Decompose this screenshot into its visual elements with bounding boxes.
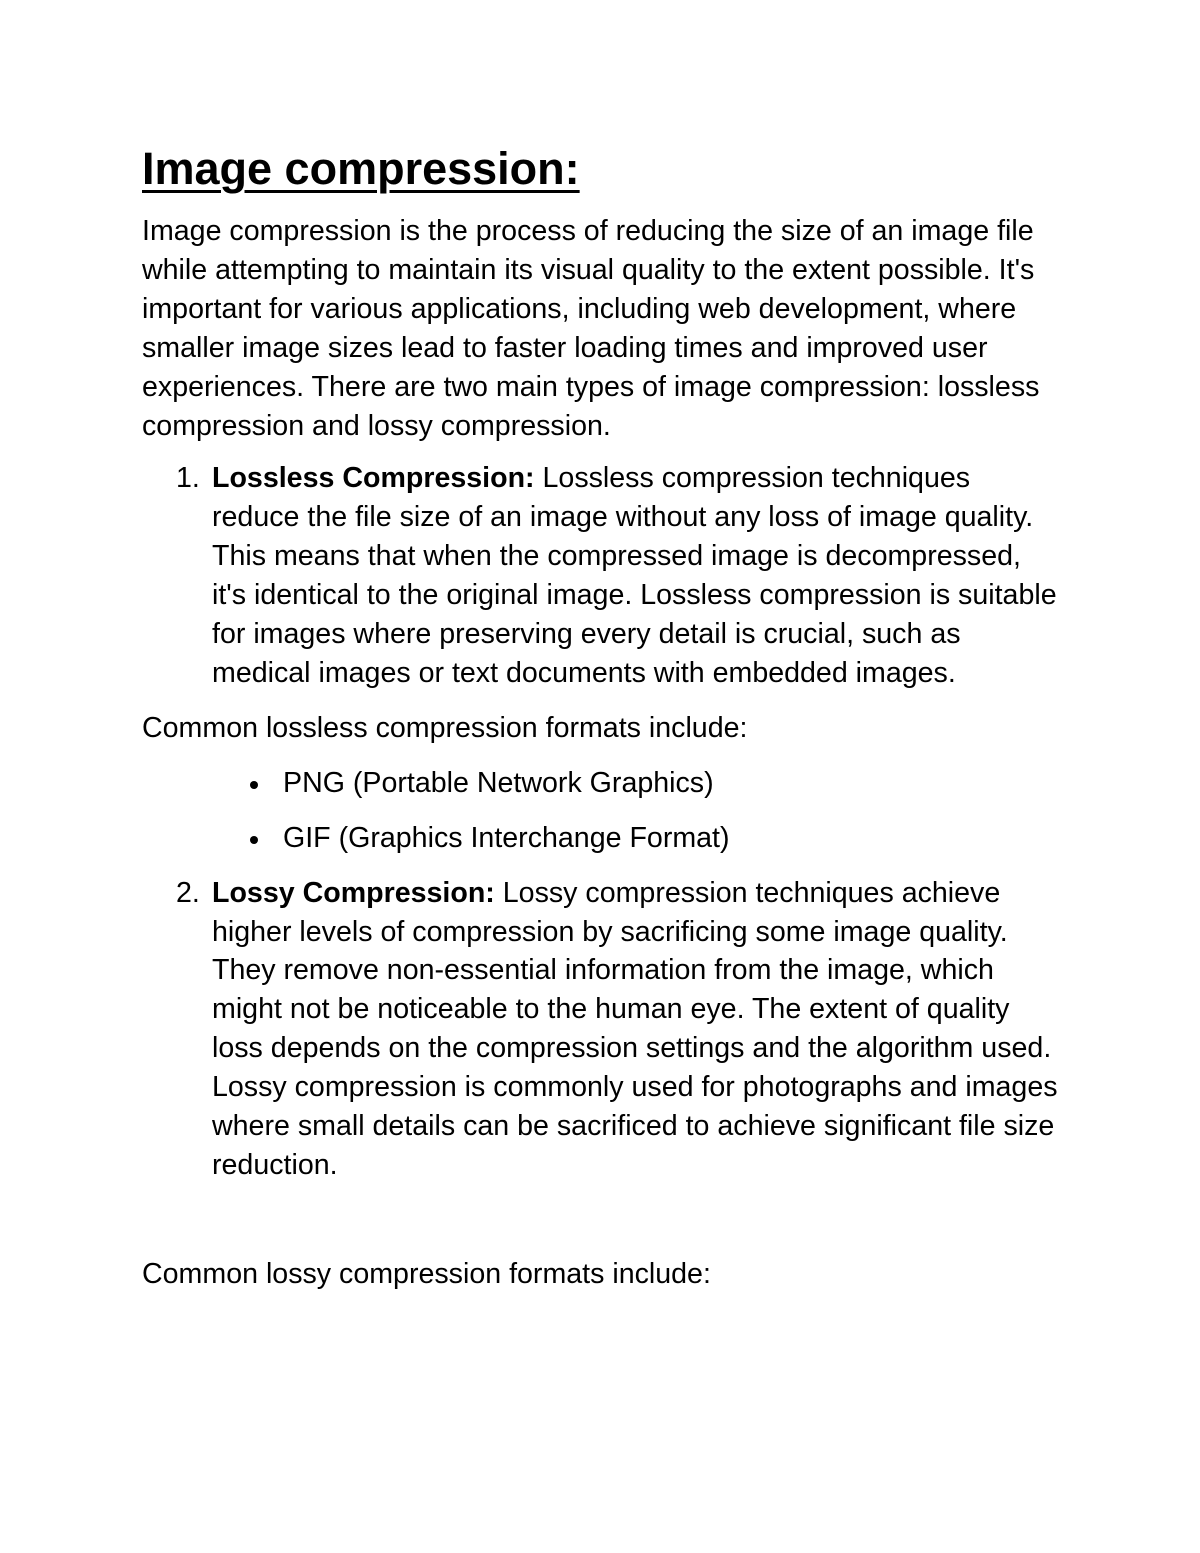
list-item-lossy: [142, 874, 1062, 1185]
list-number: 1.: [176, 462, 200, 495]
lossless-text: Lossless compression techniques reduce the file size of an image without any loss of image quality. This means that when the compressed image is decompressed, it's identical to the original image. Lossless compression is suitable for images where preserving every detail is crucial, such as medical images or text documents with embedded images.: [212, 462, 1057, 689]
lossy-heading: Lossy Compression:: [212, 876, 495, 909]
list-number: 2.: [176, 876, 200, 909]
format-label: PNG (Portable Network Graphics): [283, 766, 714, 799]
intro-paragraph: Image compression is the process of reducing the size of an image file while attempting to maintain its visual quality to the extent possible. It's important for various applications, including web development, where smaller image sizes lead to faster loading times and improved user experiences. There are two main types of image compression: lossless compression and lossy compression.: [142, 215, 1040, 442]
lossless-formats-list: [142, 764, 1062, 858]
list-item: [142, 764, 1062, 803]
lossy-text: Lossy compression techniques achieve higher levels of compression by sacrificing some image quality. They remove non-essential information from the image, which might not be noticeable to the human eye. The extent of quality loss depends on the compression settings and the algorithm used. Lossy compression is commonly used for photographs and images where small details can be sacrificed to achieve significant file size reduction.: [212, 876, 1058, 1181]
compression-types-list-continued: [142, 874, 1062, 1185]
document-content: [142, 140, 1062, 1294]
bullet-icon: [250, 781, 258, 789]
lossless-formats-intro: Common lossless compression formats include:: [142, 711, 748, 744]
lossy-formats-intro: Common lossy compression formats include:: [142, 1257, 711, 1290]
document-title: Image compression:: [142, 143, 580, 194]
lossless-heading: Lossless Compression:: [212, 462, 535, 495]
list-item-lossless: [142, 459, 1062, 692]
format-label: GIF (Graphics Interchange Format): [283, 821, 730, 854]
bullet-icon: [250, 836, 258, 844]
compression-types-list: [142, 459, 1062, 692]
list-item: [142, 819, 1062, 858]
